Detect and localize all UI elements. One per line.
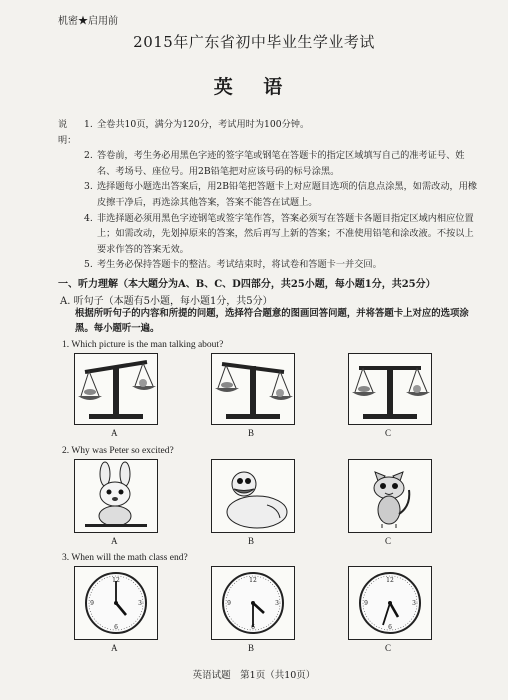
svg-text:9: 9 xyxy=(90,600,94,607)
confidential-mark: 机密★启用前 xyxy=(58,16,118,27)
note-text: 全卷共10页，满分为120分，考试用时为100分钟。 xyxy=(97,119,310,130)
svg-text:9: 9 xyxy=(364,600,368,607)
scale-icon xyxy=(74,353,158,425)
exam-title: 2015年广东省初中毕业生学业考试 xyxy=(133,33,375,51)
question-2: 2. Why was Peter so excited? xyxy=(62,446,174,456)
clock-icon xyxy=(74,566,158,640)
svg-text:3: 3 xyxy=(412,600,416,607)
question-1: 1. Which picture is the man talking about? xyxy=(62,340,224,350)
clock-icon xyxy=(211,566,295,640)
note-number: 5. xyxy=(84,259,93,271)
svg-text:12: 12 xyxy=(112,577,120,584)
svg-text:6: 6 xyxy=(251,624,255,631)
option-label: C xyxy=(385,536,392,546)
note-number: 4. xyxy=(84,212,93,224)
cat-icon xyxy=(348,459,432,533)
clock-icon xyxy=(348,566,432,640)
option-label: C xyxy=(385,643,392,653)
question-3: 3. When will the math class end? xyxy=(62,553,188,563)
option-label: A xyxy=(111,643,118,653)
section-heading: 一、听力理解（本大题分为A、B、C、D四部分，共25小题，每小题1分，共25分） xyxy=(58,279,436,290)
option-label: A xyxy=(111,536,118,546)
note-text: 非选择题必须用黑色字迹钢笔或签字笔作答，答案必须写在答题卡各题目指定区域内相应位置上；如需改动，先划掉原来的答案，然后再写上新的答案；不准使用铅笔和涂改液。不按以上要求作答的答案无效。 xyxy=(97,212,474,255)
note-number: 2. xyxy=(84,150,93,162)
note-text: 答卷前，考生务必用黑色字迹的签字笔或钢笔在答题卡的指定区域填写自己的准考证号、姓名、考场号、座位号。用2B铅笔把对应该号码的标号涂黑。 xyxy=(97,150,465,177)
duck-icon xyxy=(211,459,295,533)
note-text: 考生务必保持答题卡的整洁。考试结束时，将试卷和答题卡一并交回。 xyxy=(97,259,382,271)
scale-icon xyxy=(211,353,295,425)
svg-text:12: 12 xyxy=(386,577,394,584)
instructions-block xyxy=(58,117,478,273)
note-number: 1. xyxy=(84,119,93,130)
subject-title: 英 语 xyxy=(213,76,295,98)
svg-text:12: 12 xyxy=(249,577,257,584)
option-label: A xyxy=(111,428,118,438)
svg-text:6: 6 xyxy=(388,624,392,631)
svg-text:9: 9 xyxy=(227,600,231,607)
scale-icon xyxy=(348,353,432,425)
note-text: 选择题每小题选出答案后，用2B铅笔把答题卡上对应题目选项的信息点涂黑，如需改动，用橡皮擦干净后，再选涂其他答案，答案不能答在试题上。 xyxy=(97,181,478,208)
bunny-icon xyxy=(74,459,158,533)
note-number: 3. xyxy=(84,181,93,193)
option-label: B xyxy=(248,428,255,438)
option-label: B xyxy=(248,643,255,653)
svg-text:3: 3 xyxy=(138,600,142,607)
page-footer: 英语试题 第1页（共10页） xyxy=(192,670,316,681)
part-a-instruction: 根据所听句子的内容和所提的问题，选择符合题意的图画回答问题，并将答题卡上对应的选项涂黑。每小题听一遍。 xyxy=(75,308,469,335)
option-label: B xyxy=(248,536,255,546)
svg-text:6: 6 xyxy=(114,624,118,631)
svg-text:3: 3 xyxy=(275,600,279,607)
notes-label: 说明： xyxy=(58,119,77,146)
part-a-heading: A. 听句子（本题有5小题，每小题1分，共5分） xyxy=(60,296,273,307)
option-label: C xyxy=(385,428,392,438)
